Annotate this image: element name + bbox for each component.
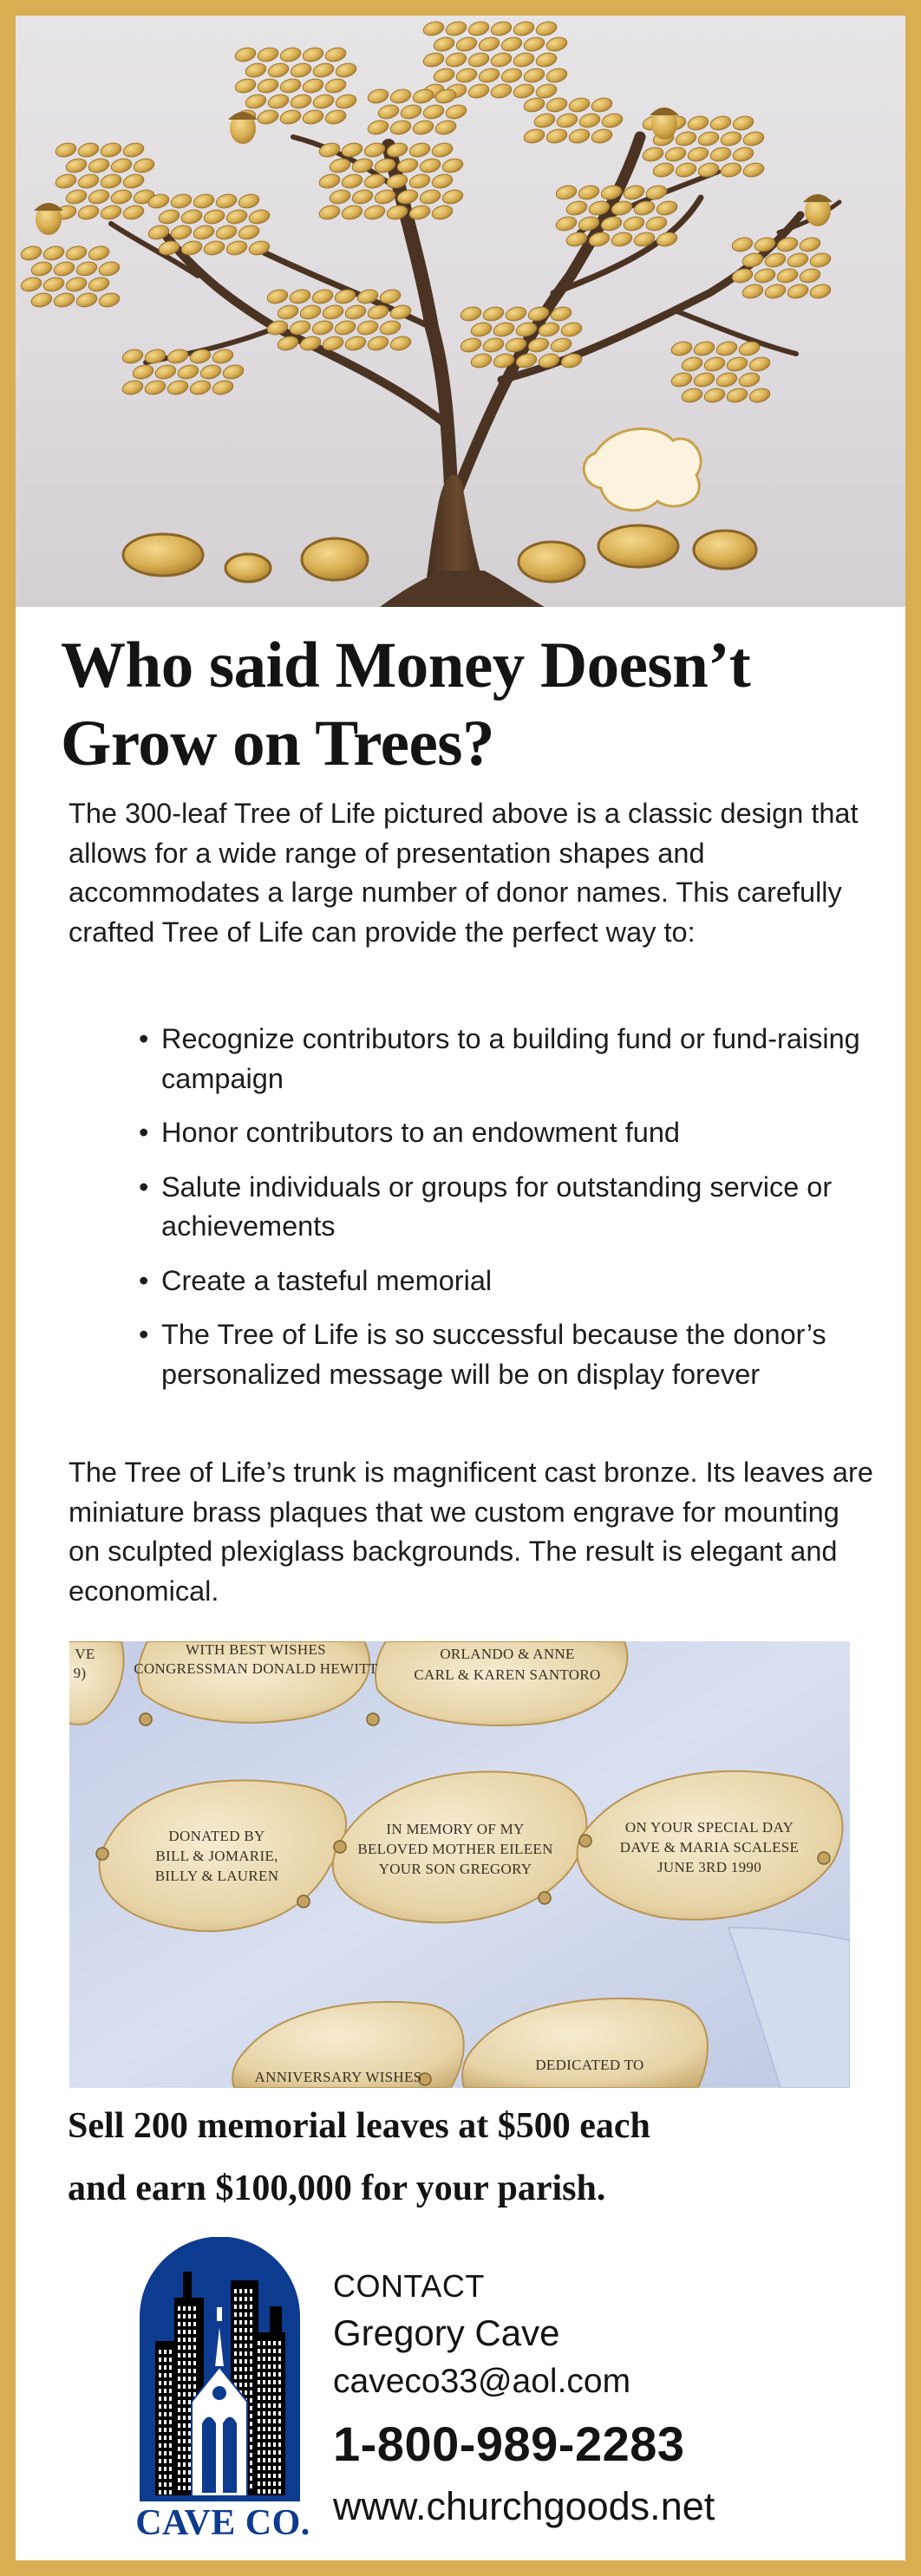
list-item: • Salute individuals or groups for outstanding service or achievements bbox=[139, 1168, 867, 1247]
plaque-text: ON YOUR SPECIAL DAY bbox=[624, 1819, 794, 1836]
list-item: • Create a tasteful memorial bbox=[139, 1262, 867, 1301]
call-to-action bbox=[68, 2095, 883, 2220]
list-item: • Honor contributors to an endowment fund bbox=[139, 1113, 867, 1153]
logo-wordmark: CAVE CO. bbox=[135, 2503, 310, 2543]
headline-line-2: Grow on Trees? bbox=[61, 708, 494, 779]
engraved-leaves-photo bbox=[69, 1641, 850, 2088]
cta-line-2: and earn $100,000 for your parish. bbox=[68, 2168, 606, 2208]
plaque-text: DEDICATED TO bbox=[535, 2057, 644, 2073]
contact-name: Gregory Cave bbox=[333, 2312, 560, 2353]
trunk-roots bbox=[380, 571, 545, 607]
plaque-text: VE bbox=[75, 1646, 95, 1662]
tree-of-life-photo bbox=[16, 16, 905, 607]
cta-line-1: Sell 200 memorial leaves at $500 each bbox=[68, 2106, 650, 2146]
plaque-text: DAVE & MARIA SCALESE bbox=[619, 1839, 800, 1855]
contact-phone[interactable]: 1-800-989-2283 bbox=[333, 2416, 685, 2471]
ad-panel bbox=[16, 16, 905, 2560]
list-item: • The Tree of Life is so successful because the donor’s personalized message will be on display forever bbox=[139, 1315, 867, 1394]
plaque-text: CARL & KAREN SANTORO bbox=[414, 1666, 601, 1683]
plaque-text: YOUR SON GREGORY bbox=[378, 1861, 532, 1877]
plaque-text: JUNE 3RD 1990 bbox=[656, 1859, 762, 1875]
plaque-text: BELOVED MOTHER EILEEN bbox=[357, 1841, 553, 1857]
website-link[interactable]: www.churchgoods.net bbox=[333, 2484, 715, 2528]
contact-label: CONTACT bbox=[333, 2268, 485, 2304]
plaque-text: ANNIVERSARY WISHES bbox=[254, 2069, 422, 2085]
plaque-text: CONGRESSMAN DONALD HEWITT bbox=[134, 1660, 378, 1677]
benefits-list bbox=[139, 1020, 867, 1394]
brass-leaf-clusters bbox=[19, 20, 832, 405]
tree-of-life-illustration bbox=[16, 16, 905, 607]
contact-email-link[interactable]: caveco33@aol.com bbox=[333, 2363, 631, 2400]
headline-line-1: Who said Money Doesn’t bbox=[61, 629, 751, 701]
plaque-text: BILL & JOMARIE, bbox=[155, 1848, 278, 1864]
plaque-text: ORLANDO & ANNE bbox=[440, 1646, 575, 1662]
headline bbox=[61, 627, 867, 783]
list-item: • Recognize contributors to a building fund or fund-raising campaign bbox=[139, 1020, 867, 1099]
plaque-text: BILLY & LAUREN bbox=[154, 1868, 279, 1884]
cave-co-logo bbox=[140, 2237, 300, 2501]
trunk-description: The Tree of Life’s trunk is magnificent cast bronze. Its leaves are miniature brass plaques that we custom engrave for mounting on sculpted plexiglass backgrounds. The result is elegant and economical. bbox=[69, 1457, 873, 1607]
plaque-text: 9) bbox=[73, 1665, 87, 1681]
plaque-text: DONATED BY bbox=[168, 1828, 265, 1844]
plaque-text: WITH BEST WISHES bbox=[186, 1641, 326, 1658]
plaque-text: IN MEMORY OF MY bbox=[386, 1821, 525, 1837]
intro-paragraph: The 300-leaf Tree of Life pictured above is a classic design that allows for a wide range of presentation shapes and accommodates a large number of donor names. This carefully crafted Tree of Life can provide the perfect way to: bbox=[69, 798, 859, 948]
engraved-leaves-illustration bbox=[69, 1641, 850, 2088]
